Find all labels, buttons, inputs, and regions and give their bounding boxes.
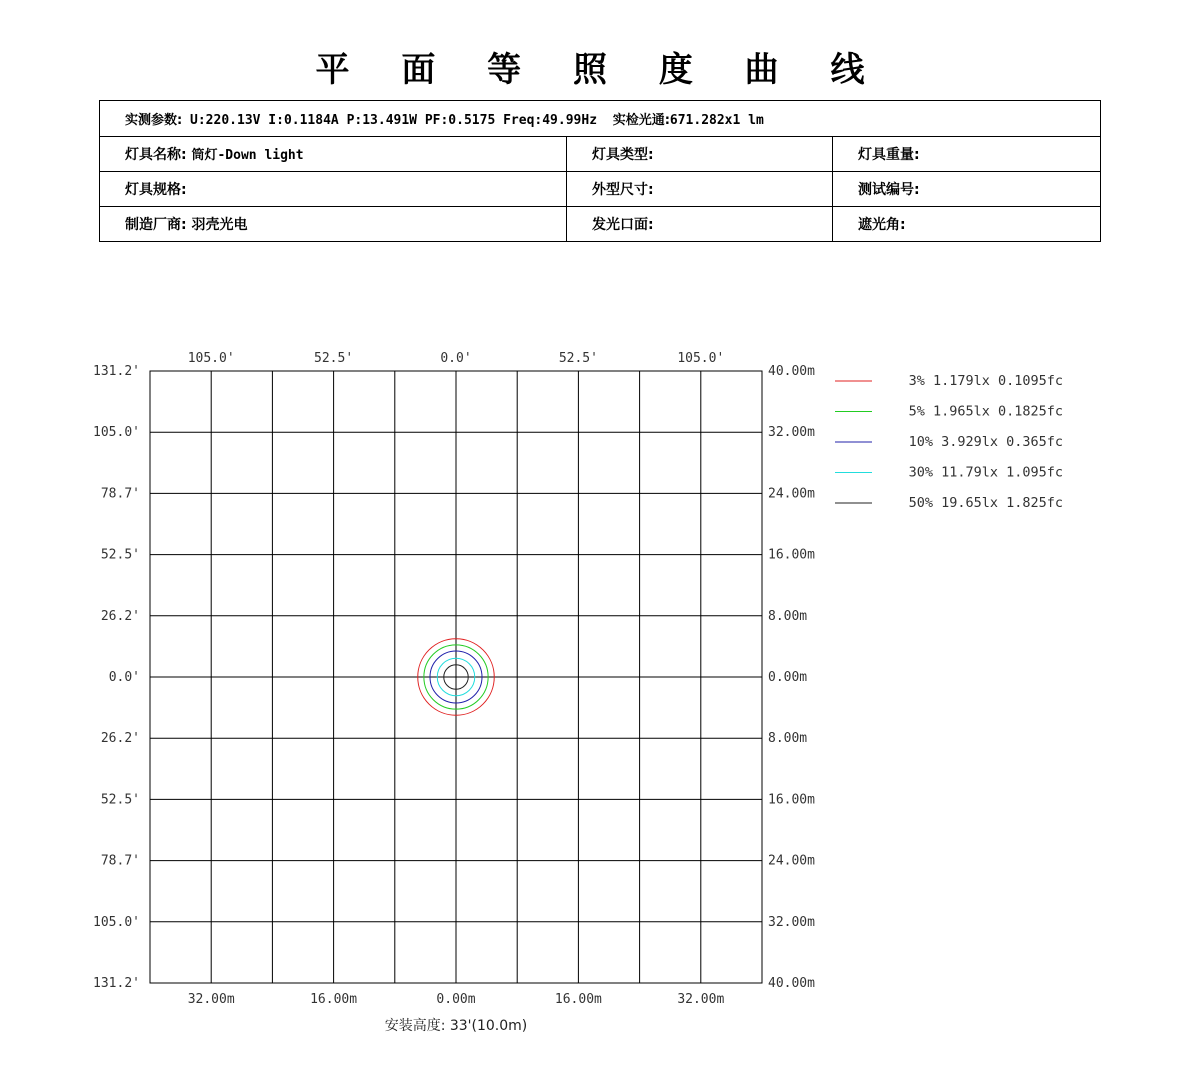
y-left-tick-label: 105.0' <box>93 425 140 441</box>
x-top-tick-label: 105.0' <box>187 351 235 366</box>
y-left-tick-label: 52.5' <box>100 547 140 563</box>
x-top-tick-label: 52.5' <box>314 351 354 366</box>
measurement-values: U:220.13V I:0.1184A P:13.491W PF:0.5175 Freq:49.99Hz <box>190 113 598 128</box>
x-axis-label: 安装高度: 33'(10.0m) <box>384 1018 528 1034</box>
info-label: 灯具类型: <box>592 147 654 163</box>
info-label: 制造厂商: <box>125 217 187 233</box>
x-bottom-tick-label: 32.00m <box>677 992 725 1007</box>
info-value: 羽壳光电 <box>191 217 248 233</box>
legend-label: 50% 19.65lx 1.825fc <box>908 495 1063 511</box>
info-label: 灯具重量: <box>858 147 920 163</box>
y-left-tick-label: 105.0' <box>93 914 140 930</box>
y-right-tick-label: 32.00m <box>768 425 815 441</box>
y-right-tick-label: 16.00m <box>768 792 815 808</box>
y-left-tick-label: 52.5' <box>100 792 140 808</box>
y-left-tick-label: 131.2' <box>93 976 140 991</box>
x-top-tick-label: 105.0' <box>677 351 725 366</box>
flux-label: 实检光通: <box>612 113 670 128</box>
legend-label: 30% 11.79lx 1.095fc <box>908 464 1063 481</box>
measurement-label: 实测参数: <box>125 113 183 128</box>
x-top-tick-label: 52.5' <box>558 351 598 366</box>
info-value: 筒灯-Down light <box>191 148 304 163</box>
x-bottom-tick-label: 16.00m <box>554 992 602 1007</box>
y-right-tick-label: 8.00m <box>768 608 808 624</box>
info-label: 外型尺寸: <box>592 182 654 198</box>
info-label: 测试编号: <box>858 182 920 198</box>
y-left-tick-label: 0.0' <box>108 670 140 685</box>
y-left-tick-label: 26.2' <box>100 731 140 747</box>
y-right-tick-label: 40.00m <box>768 976 815 991</box>
info-label: 灯具规格: <box>125 182 187 198</box>
info-label: 发光口面: <box>592 217 654 233</box>
legend-label: 5% 1.965lx 0.1825fc <box>908 403 1063 420</box>
y-left-tick-label: 78.7' <box>100 853 140 869</box>
y-left-tick-label: 131.2' <box>93 364 140 379</box>
x-bottom-tick-label: 16.00m <box>310 992 358 1007</box>
info-label: 遮光角: <box>858 217 906 233</box>
y-left-tick-label: 26.2' <box>100 608 140 624</box>
flux-value: 671.282x1 lm <box>669 113 764 128</box>
y-right-tick-label: 8.00m <box>768 731 808 747</box>
info-label: 灯具名称: <box>125 147 187 163</box>
page-title: 平 面 等 照 度 曲 线 <box>315 50 885 90</box>
y-right-tick-label: 16.00m <box>768 547 815 563</box>
y-right-tick-label: 40.00m <box>768 364 815 379</box>
y-right-tick-label: 0.00m <box>768 670 808 685</box>
x-top-tick-label: 0.0' <box>440 351 472 366</box>
y-right-tick-label: 24.00m <box>768 486 815 502</box>
y-left-tick-label: 78.7' <box>100 486 140 502</box>
y-right-tick-label: 24.00m <box>768 853 815 869</box>
legend-label: 3% 1.179lx 0.1095fc <box>908 373 1063 389</box>
legend-label: 10% 3.929lx 0.365fc <box>908 434 1063 450</box>
x-bottom-tick-label: 32.00m <box>187 992 235 1007</box>
x-bottom-tick-label: 0.00m <box>436 992 476 1007</box>
y-right-tick-label: 32.00m <box>768 914 815 930</box>
